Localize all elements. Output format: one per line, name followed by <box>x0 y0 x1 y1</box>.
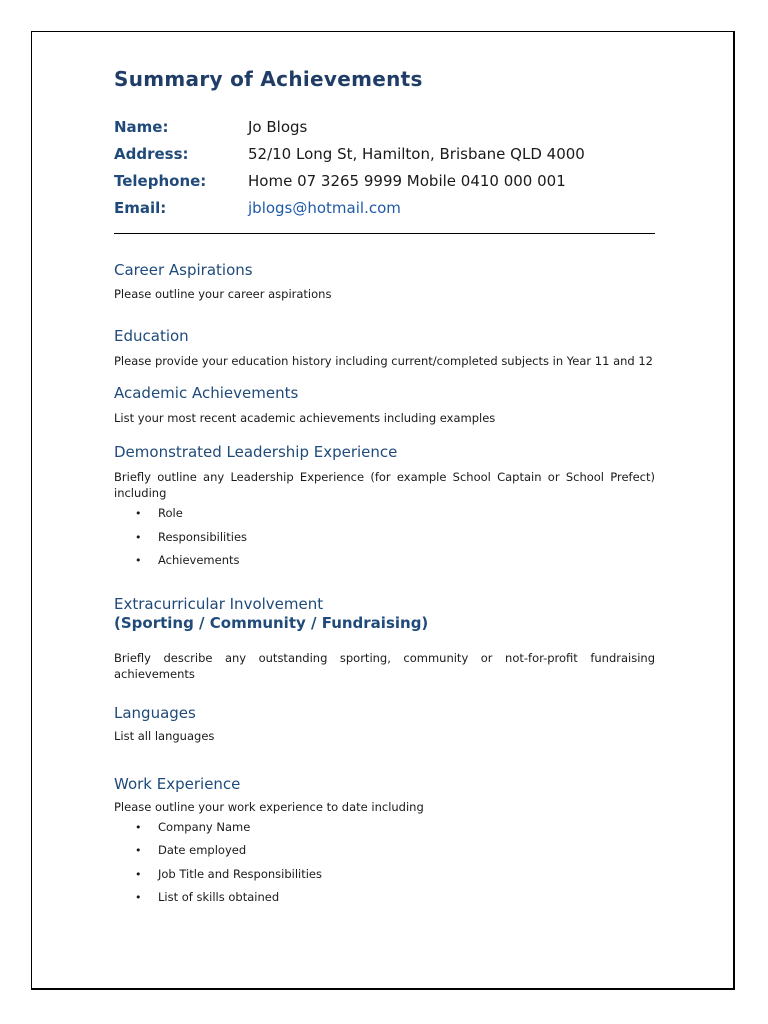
list-item <box>114 886 655 910</box>
contact-value: Jo Blogs <box>248 117 308 136</box>
contact-value: Home 07 3265 9999 Mobile 0410 000 001 <box>248 171 566 190</box>
section-heading: Extracurricular Involvement <box>114 594 324 613</box>
bullet-icon: • <box>135 820 142 834</box>
section-subheading: (Sporting / Community / Fundraising) <box>114 613 429 632</box>
section-heading: Education <box>114 327 189 345</box>
contact-label: Name: <box>114 117 169 136</box>
email-link[interactable]: jblogs@hotmail.com <box>248 198 401 217</box>
work-bullet-list <box>114 816 655 910</box>
section-education <box>114 327 655 369</box>
section-heading: Academic Achievements <box>114 384 299 402</box>
leadership-bullet-list <box>114 502 655 573</box>
divider-rule <box>114 233 655 234</box>
contact-label: Email: <box>114 198 167 217</box>
document-title: Summary of Achievements <box>114 67 423 91</box>
section-extracurricular <box>114 595 655 682</box>
bullet-icon: • <box>135 844 142 857</box>
section-body: List your most recent academic achievements including examples <box>114 411 496 425</box>
contact-label: Telephone: <box>114 171 207 190</box>
list-item-text: Date employed <box>158 843 247 857</box>
list-item-text: Achievements <box>158 553 240 567</box>
document-page <box>31 31 735 990</box>
contact-row-name <box>114 113 655 140</box>
contact-value: 52/10 Long St, Hamilton, Brisbane QLD 4000 <box>248 144 585 163</box>
list-item-text: Responsibilities <box>158 529 248 544</box>
section-body: Please outline your work experience to date including <box>114 799 424 814</box>
list-item <box>114 526 655 550</box>
list-item <box>114 502 655 526</box>
section-body: Please outline your career aspirations <box>114 287 332 301</box>
section-work-experience <box>114 775 655 910</box>
section-heading: Work Experience <box>114 774 241 793</box>
section-career-aspirations <box>114 261 655 302</box>
list-item <box>114 549 655 573</box>
list-item <box>114 816 655 840</box>
bullet-icon: • <box>135 891 142 904</box>
contact-label: Address: <box>114 144 189 163</box>
list-item-text: Role <box>158 506 183 520</box>
section-academic-achievements <box>114 384 655 426</box>
bullet-icon: • <box>135 867 142 881</box>
contact-details <box>114 113 655 221</box>
section-body: Briefly describe any outstanding sporting, community or not-for-profit fundraising achievements <box>114 650 655 681</box>
contact-row-telephone <box>114 167 655 194</box>
section-body: Briefly outline any Leadership Experience (for example School Captain or School Prefect) including <box>114 470 655 500</box>
section-body: Please provide your education history including current/completed subjects in Year 11 and 12 <box>114 354 654 368</box>
bullet-icon: • <box>135 507 142 520</box>
bullet-icon: • <box>135 554 142 567</box>
section-languages <box>114 704 655 744</box>
list-item <box>114 863 655 887</box>
section-heading: Demonstrated Leadership Experience <box>114 443 398 461</box>
section-body: List all languages <box>114 728 215 743</box>
document-content <box>114 66 655 910</box>
section-leadership <box>114 443 655 573</box>
list-item-text: Company Name <box>158 819 251 834</box>
list-item-text: Job Title and Responsibilities <box>158 866 322 881</box>
contact-row-email <box>114 194 655 221</box>
section-heading: Career Aspirations <box>114 261 253 279</box>
section-heading: Languages <box>114 703 196 722</box>
list-item-text: List of skills obtained <box>158 890 280 904</box>
list-item <box>114 839 655 863</box>
bullet-icon: • <box>135 530 142 544</box>
contact-row-address <box>114 140 655 167</box>
